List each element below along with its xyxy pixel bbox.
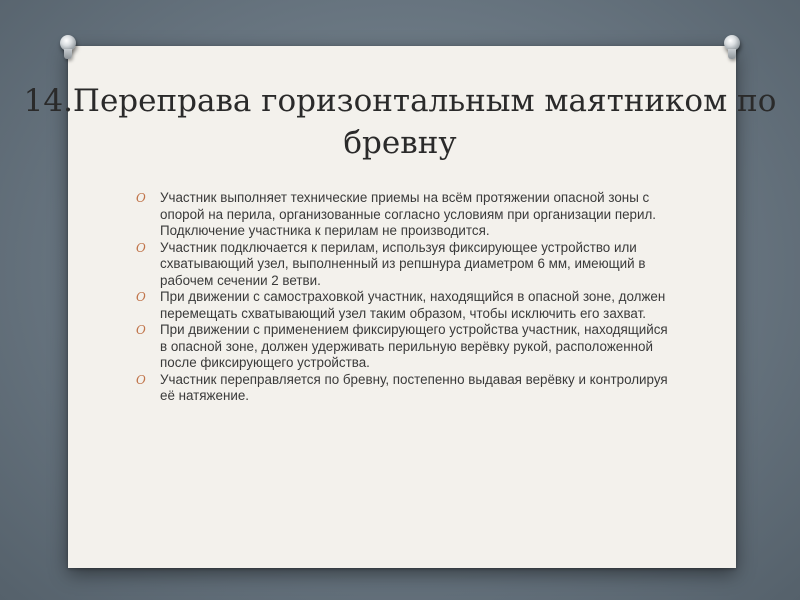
list-item	[130, 289, 670, 322]
slide-title: 14.Переправа горизонтальным маятником по бревну	[23, 83, 777, 161]
list-item	[130, 190, 670, 240]
bullet-text: Участник переправляется по бревну, постепенно выдавая верёвку и контролируя её натяжение.	[160, 371, 668, 403]
list-item	[130, 240, 670, 290]
pushpin-icon	[724, 35, 740, 51]
list-item	[130, 372, 670, 405]
bullet-marker-icon: O	[136, 240, 146, 255]
bullet-marker-icon: O	[136, 323, 146, 337]
bullet-text: Участник подключается к перилам, используя фиксирующее устройство или схватывающий узел, выполненный из репшнура диаметром 6 мм, имеющий в рабочем сечении 2 ветви.	[160, 239, 646, 288]
bullet-text: При движении с самостраховкой участник, находящийся в опасной зоне, должен перемещать схватывающий узел таким образом, чтобы исключить его захват.	[160, 289, 666, 321]
list-item	[130, 322, 670, 372]
bullet-list	[130, 190, 670, 405]
bullet-marker-icon: O	[136, 290, 146, 304]
bullet-text: Участник выполняет технические приемы на всём протяжении опасной зоны с опорой на перила, организованные согласно условиям при организации перил. Подключение участника к перилам не производится.	[160, 190, 656, 238]
pushpin-icon	[60, 35, 76, 51]
bullet-marker-icon: O	[136, 191, 146, 205]
bullet-marker-icon: O	[136, 372, 146, 387]
bullet-text: При движении с применением фиксирующего устройства участник, находящийся в опасной зоне, должен удерживать перильную верёвку рукой, расположенной после фиксирующего устройства.	[160, 322, 668, 370]
